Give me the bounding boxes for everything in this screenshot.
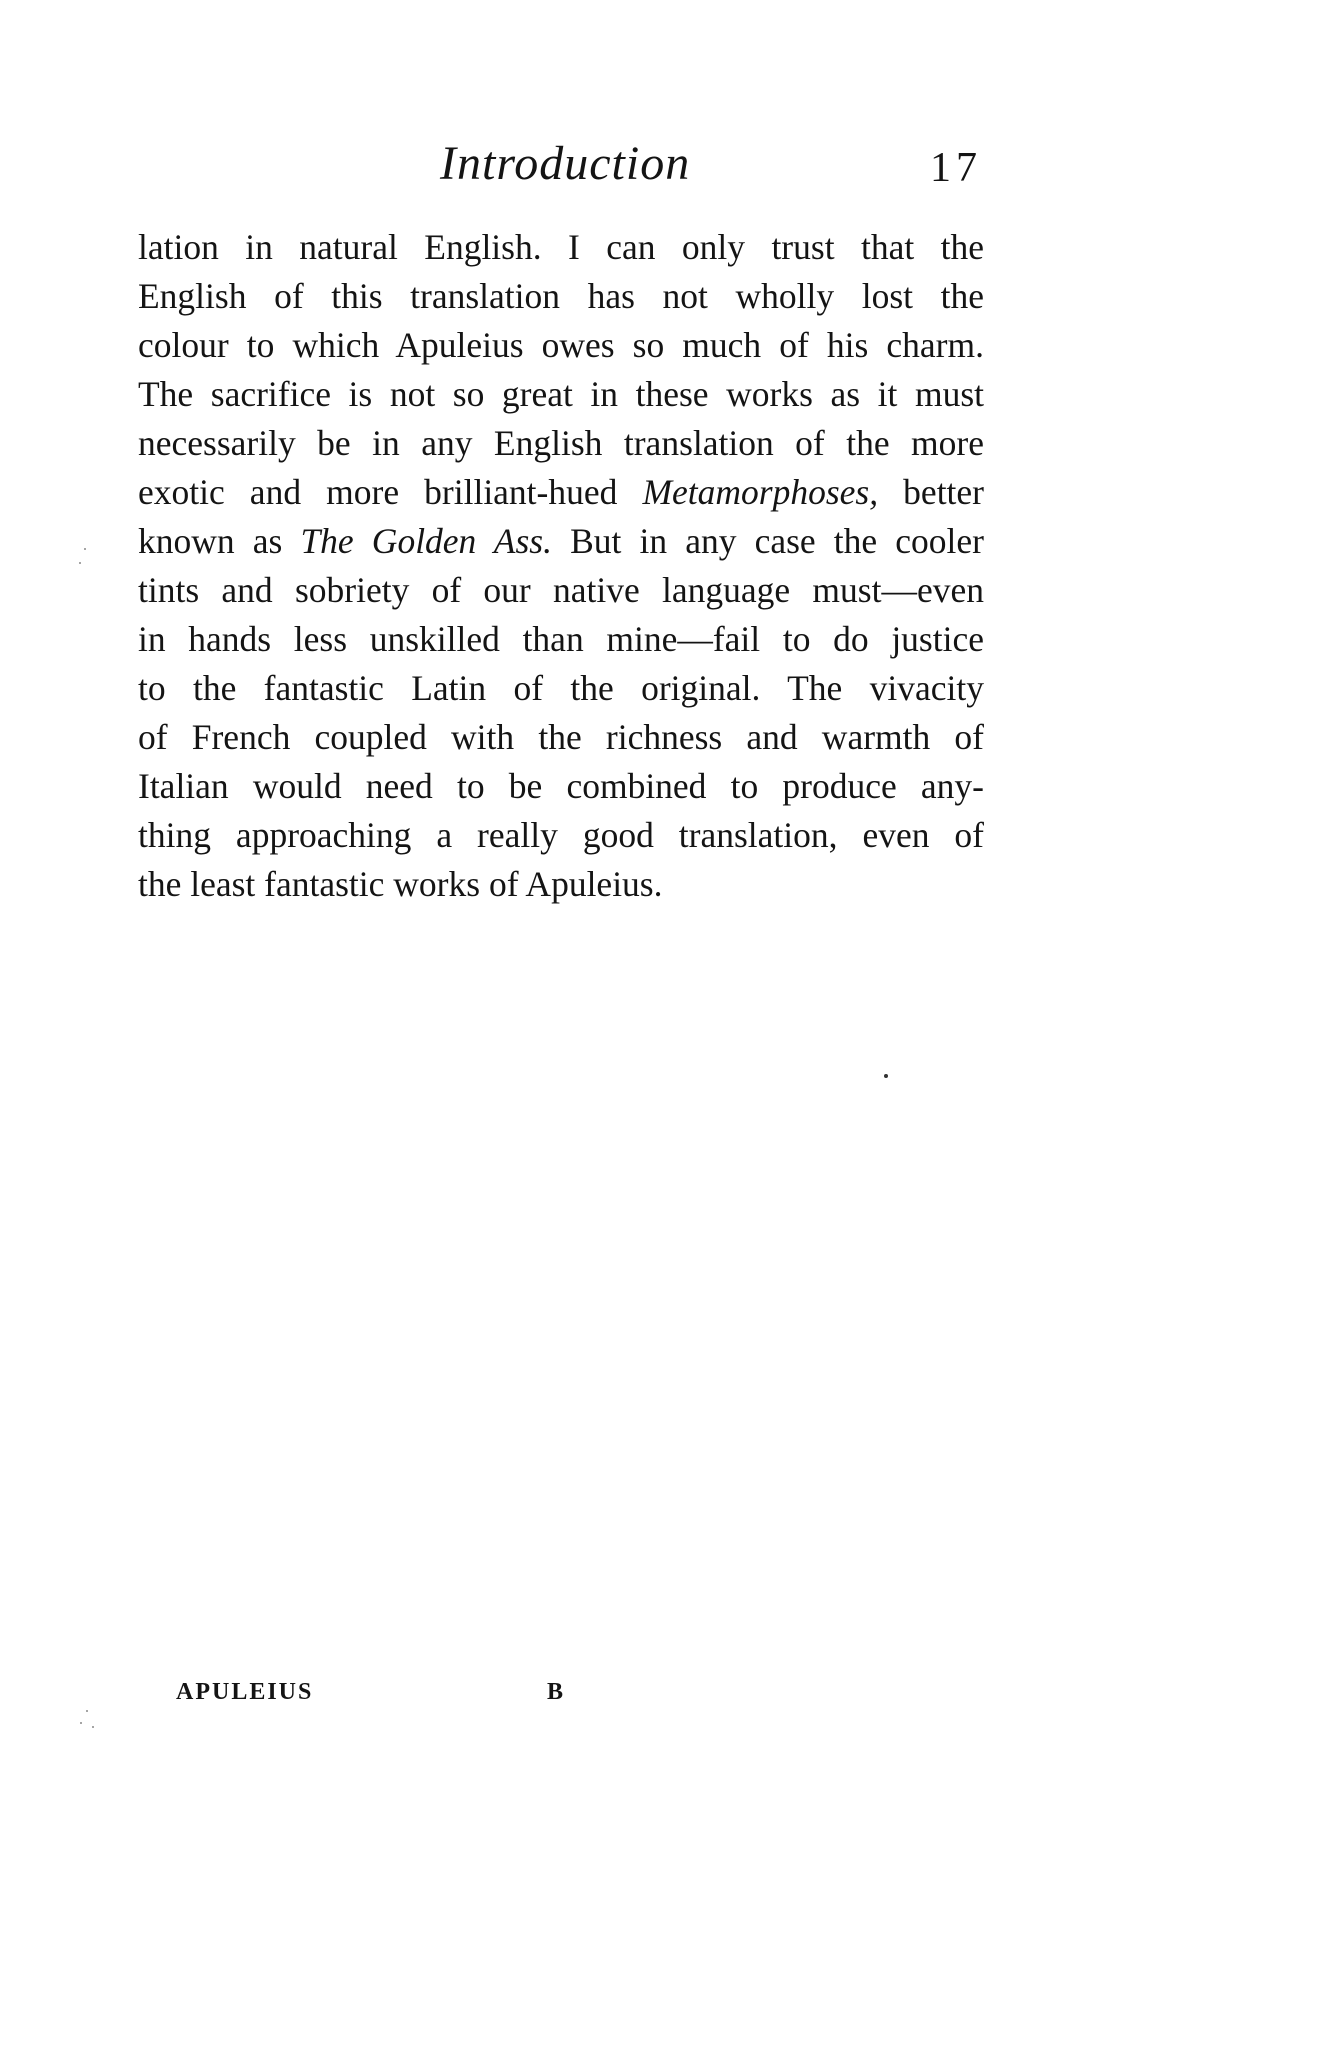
ink-speck <box>884 1074 888 1078</box>
scan-smudge <box>84 548 86 550</box>
signature-label: APULEIUS <box>176 1679 314 1705</box>
text-line: to the fantastic Latin of the original. The vivacity <box>138 668 984 708</box>
text-segment: exotic and more brilliant-hued <box>138 472 643 512</box>
text-line: The sacrifice is not so great in these works as it must <box>138 374 984 414</box>
text-line: tints and sobriety of our native language must—even <box>138 570 984 610</box>
running-head <box>0 134 1330 194</box>
text-line: lation in natural English. I can only trust that the <box>138 227 984 267</box>
text-line <box>138 468 984 517</box>
italic-title-golden-ass: The Golden Ass. <box>300 521 552 561</box>
signature-footer <box>0 1672 1330 1712</box>
text-line: thing approaching a really good translation, even of <box>138 815 984 855</box>
scan-smudge <box>92 1726 94 1728</box>
running-title: Introduction <box>440 137 691 190</box>
text-line: colour to which Apuleius owes so much of his charm. <box>138 325 984 365</box>
text-line: in hands less unskilled than mine—fail to do justice <box>138 619 984 659</box>
text-line <box>138 517 984 566</box>
scan-smudge <box>80 1722 82 1724</box>
scan-smudge <box>79 562 81 564</box>
text-line: of French coupled with the richness and warmth of <box>138 717 984 757</box>
text-line: the least fantastic works of Apuleius. <box>138 864 663 904</box>
text-segment: known as <box>138 521 301 561</box>
italic-title-metamorphoses: Metamorphoses, <box>642 472 879 512</box>
text-line: Italian would need to be combined to produce any- <box>138 766 984 806</box>
text-line: necessarily be in any English translation of the more <box>138 423 984 463</box>
text-line: English of this translation has not wholly lost the <box>138 276 984 316</box>
signature-mark: B <box>547 1679 564 1705</box>
text-segment: better <box>878 472 984 512</box>
text-segment: But in any case the cooler <box>551 521 984 561</box>
body-paragraph <box>138 223 984 909</box>
page-number: 17 <box>930 145 982 191</box>
